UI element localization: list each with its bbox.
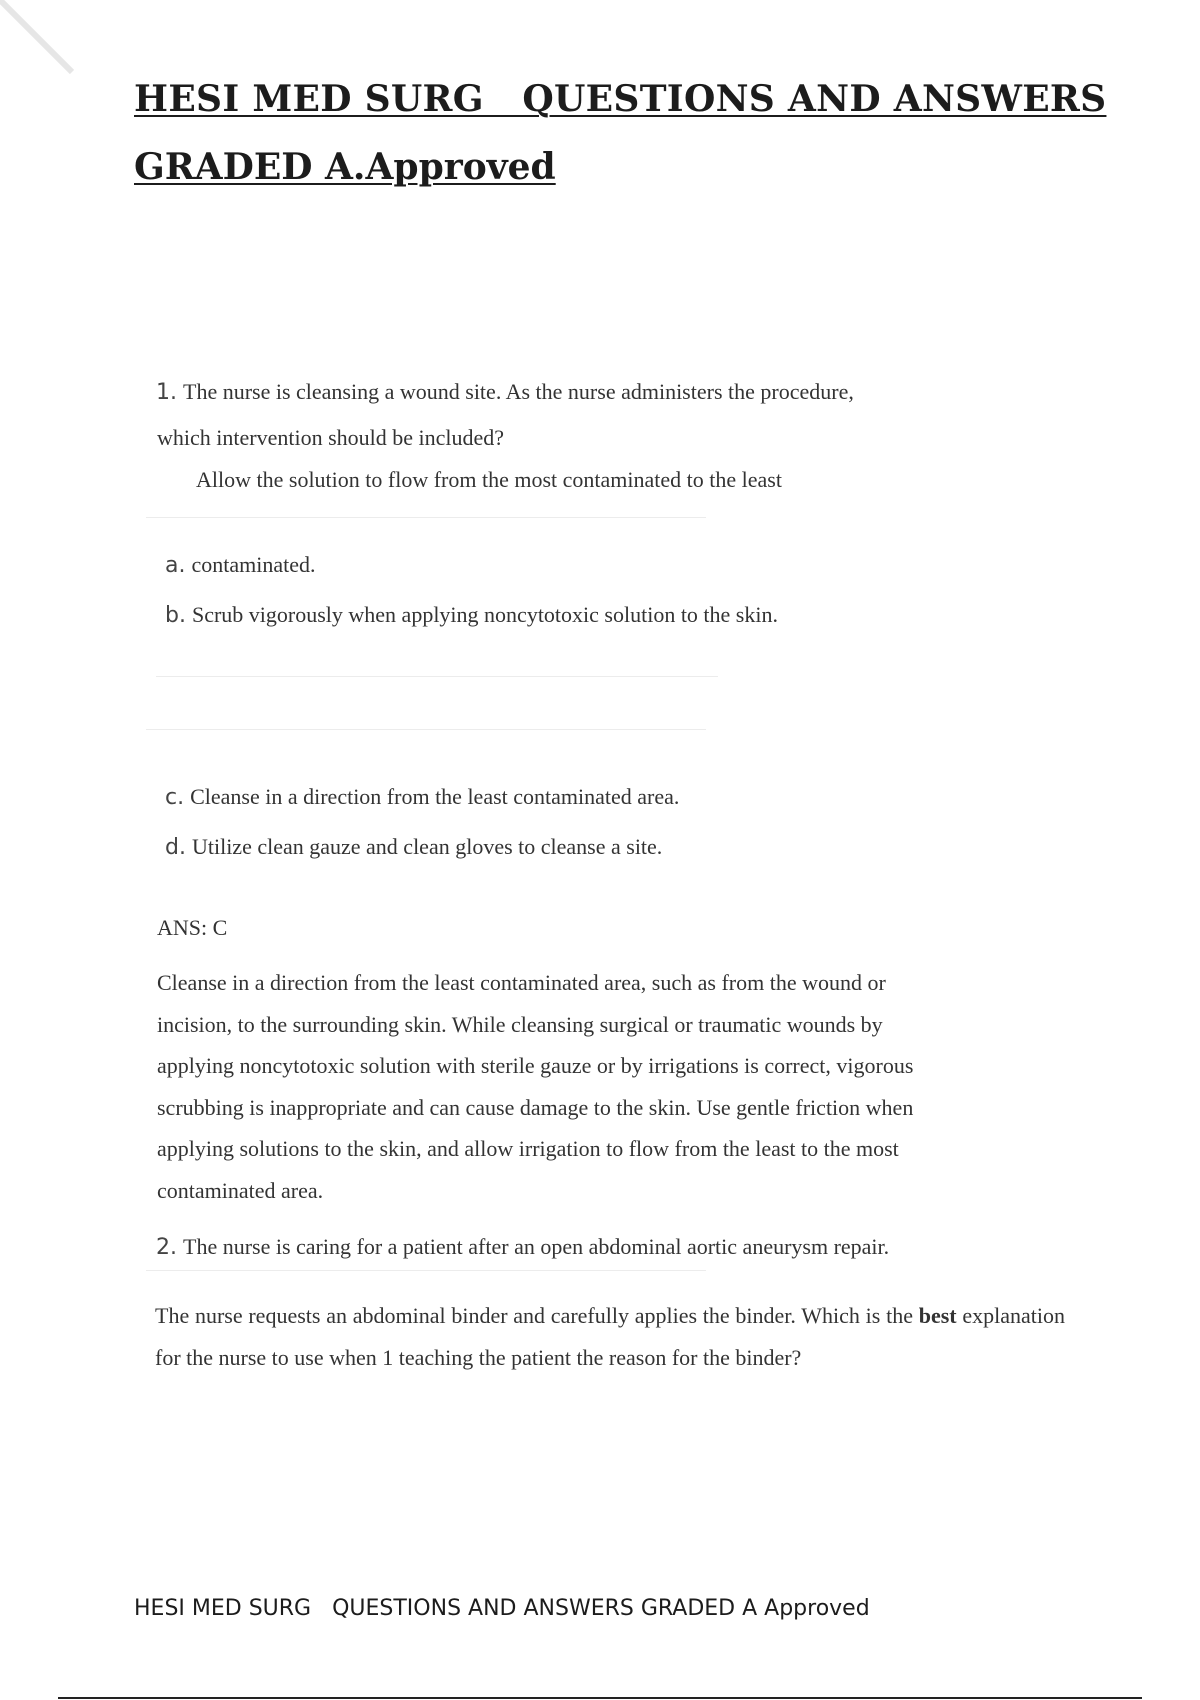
- question-1-stem-line-2: which intervention should be included?: [157, 425, 505, 450]
- option-d-letter: d.: [165, 835, 186, 860]
- document-title-line-1: HESI MED SURG QUESTIONS AND ANSWERS: [134, 78, 1107, 120]
- emphasis-best: best: [918, 1303, 957, 1328]
- option-b-letter: b.: [165, 603, 186, 628]
- divider-line: [146, 729, 706, 730]
- question-2-number: 2.: [156, 1235, 177, 1260]
- question-1-stem-line-1: 1. The nurse is cleansing a wound site. As the nurse administers the procedure,: [156, 379, 854, 405]
- question-2-body: The nurse requests an abdominal binder and carefully applies the binder. Which is the best explanation for the nurse to use when 1 teaching the patient the reason for the binder?: [155, 1303, 1065, 1370]
- option-a-letter: a.: [165, 553, 186, 578]
- rationale-line: applying solutions to the skin, and allow irrigation to flow from the least to the most: [157, 1136, 899, 1161]
- option-d-text: Utilize clean gauze and clean gloves to cleanse a site.: [191, 834, 663, 859]
- divider-line: [146, 1270, 706, 1271]
- answer-rationale: [157, 962, 997, 1211]
- question-1-continued-line: Allow the solution to flow from the most contaminated to the least: [196, 467, 782, 492]
- option-a: [165, 552, 316, 578]
- document-title-line-2: GRADED A.Approved: [134, 146, 556, 188]
- option-d: [165, 834, 662, 860]
- rationale-line: applying noncytotoxic solution with sterile gauze or by irrigations is correct, vigorous: [157, 1053, 914, 1078]
- rationale-line: incision, to the surrounding skin. While cleansing surgical or traumatic wounds by: [157, 1011, 883, 1037]
- option-c-letter: c.: [165, 785, 185, 810]
- rationale-line: contaminated area.: [157, 1177, 324, 1203]
- option-b: [165, 602, 778, 628]
- rationale-line: Cleanse in a direction from the least contaminated area, such as from the wound or: [157, 970, 886, 995]
- rationale-line: scrubbing is inappropriate and can cause damage to the skin. Use gentle friction when: [157, 1094, 914, 1120]
- question-1-number: 1.: [156, 380, 177, 405]
- page-corner-mark: [0, 0, 80, 80]
- option-c-text: Cleanse in a direction from the least contaminated area.: [190, 784, 680, 809]
- divider-line: [146, 517, 706, 518]
- option-c: [165, 784, 679, 810]
- page-footer: HESI MED SURG QUESTIONS AND ANSWERS GRADED A Approved: [134, 1596, 870, 1621]
- divider-line: [156, 676, 718, 677]
- option-a-text: contaminated.: [191, 552, 316, 577]
- option-b-text: Scrub vigorously when applying noncytotoxic solution to the skin.: [191, 602, 778, 627]
- footer-rule: [58, 1697, 1142, 1699]
- question-2-stem-line-1: 2. The nurse is caring for a patient after an open abdominal aortic aneurysm repair.: [156, 1234, 890, 1260]
- answer-label: ANS: C: [157, 915, 228, 940]
